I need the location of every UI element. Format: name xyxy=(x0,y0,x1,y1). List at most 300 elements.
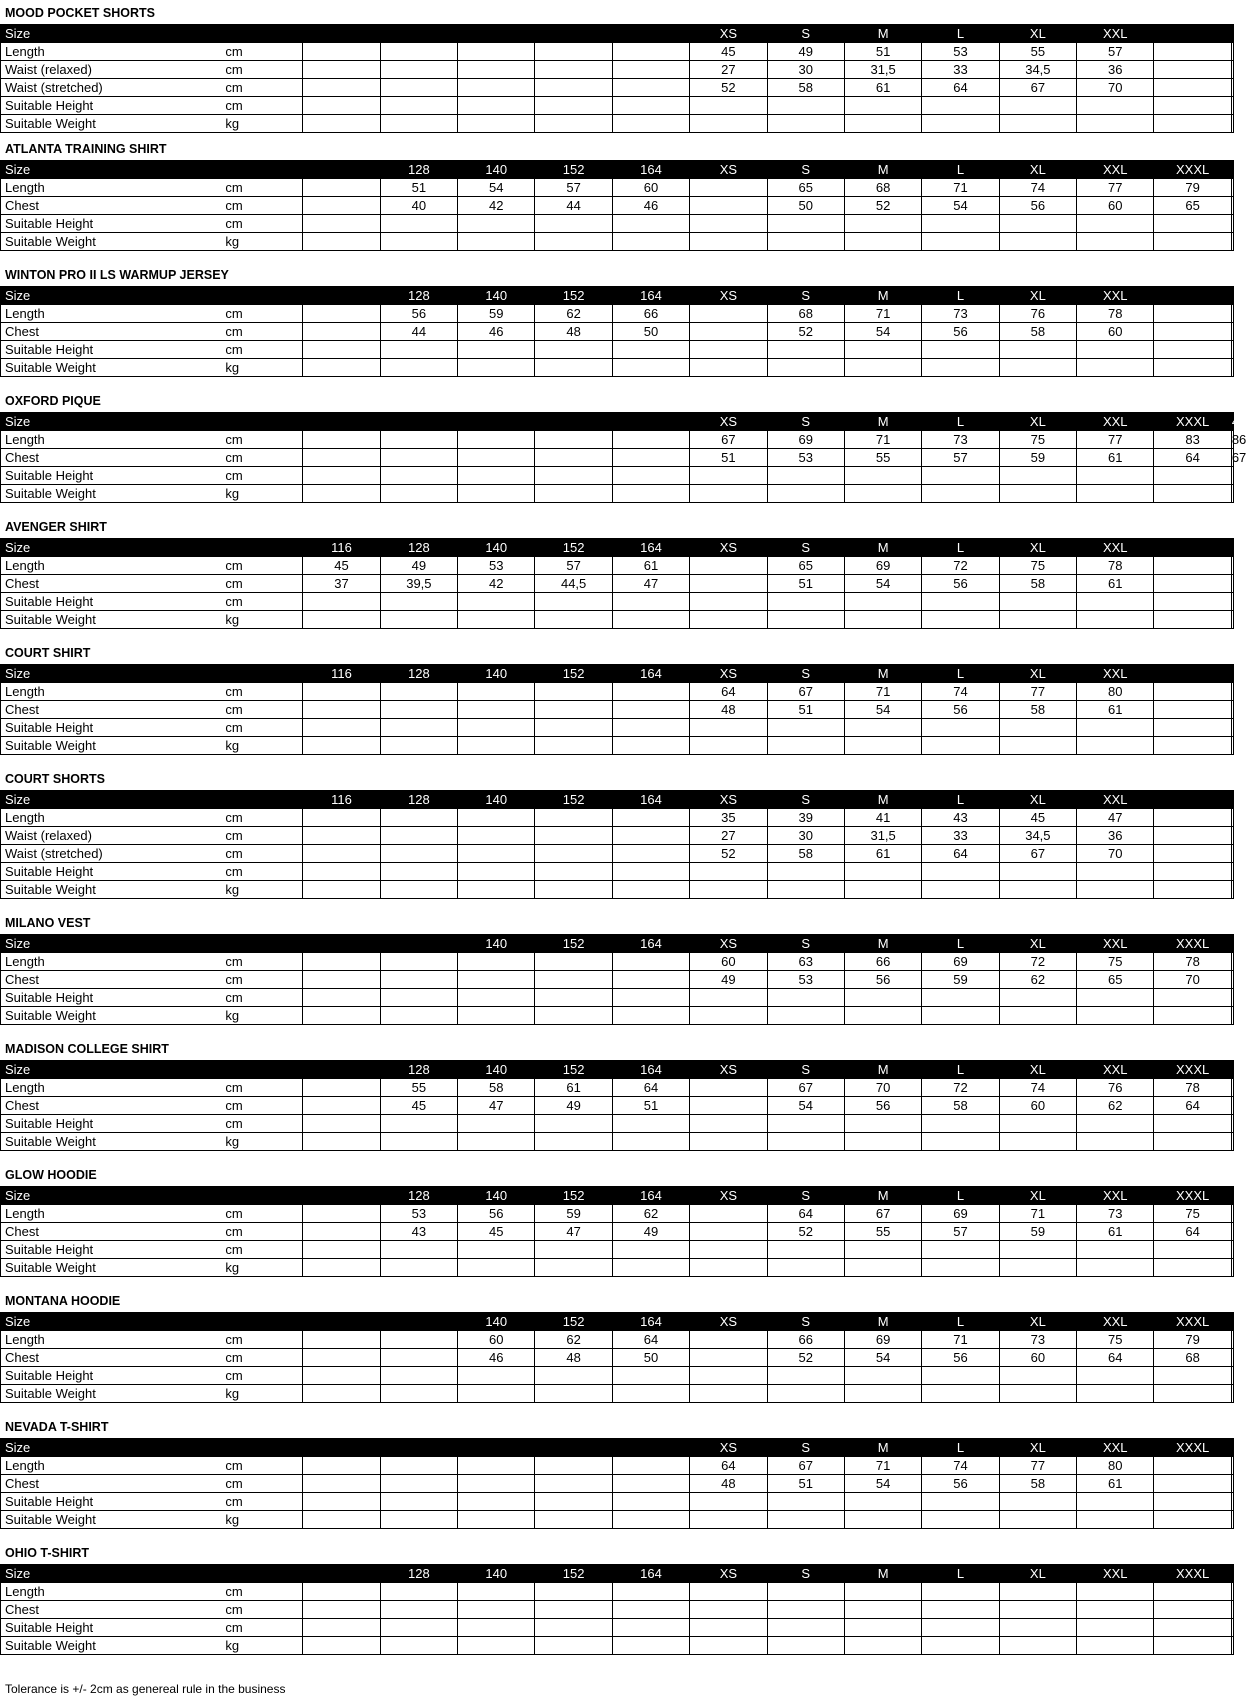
size-table xyxy=(0,1186,1234,1277)
size-header-cell: 152 xyxy=(535,1061,612,1079)
measurement-value: 60 xyxy=(612,179,689,197)
measurement-value xyxy=(1154,989,1231,1007)
measurement-value: 46 xyxy=(458,323,535,341)
measurement-value: 61 xyxy=(1077,449,1154,467)
measurement-value xyxy=(612,97,689,115)
measurement-value xyxy=(844,1493,921,1511)
size-header-cell: XL xyxy=(999,1565,1076,1583)
measurement-value xyxy=(535,845,612,863)
size-table xyxy=(0,160,1234,251)
measurement-value xyxy=(1231,233,1233,251)
measurement-unit: kg xyxy=(225,115,302,133)
measurement-value xyxy=(303,737,380,755)
size-header-cell: XXXL xyxy=(1154,413,1231,431)
measurement-value xyxy=(844,881,921,899)
measurement-value: 34,5 xyxy=(999,61,1076,79)
measurement-value xyxy=(458,1133,535,1151)
measurement-value xyxy=(612,827,689,845)
size-header-cell xyxy=(1231,935,1233,953)
measurement-value xyxy=(1231,1583,1233,1601)
size-header-cell: L xyxy=(922,1061,999,1079)
measurement-value xyxy=(380,1241,457,1259)
measurement-value xyxy=(1231,1637,1233,1655)
measurement-value xyxy=(612,233,689,251)
measurement-value: 75 xyxy=(1077,953,1154,971)
measurement-value xyxy=(844,485,921,503)
measurement-value: 45 xyxy=(303,557,380,575)
measurement-value: 74 xyxy=(922,1457,999,1475)
measurement-value xyxy=(1154,1367,1231,1385)
measurement-value xyxy=(458,431,535,449)
measurement-value: 57 xyxy=(922,1223,999,1241)
measurement-value xyxy=(922,1367,999,1385)
measurement-value xyxy=(767,1385,844,1403)
measurement-value xyxy=(690,1367,767,1385)
measurement-value xyxy=(1231,1079,1233,1097)
measurement-value: 72 xyxy=(922,1079,999,1097)
size-header-cell: M xyxy=(844,287,921,305)
measurement-value xyxy=(1154,1259,1231,1277)
size-header-cell xyxy=(1231,1565,1233,1583)
measurement-row xyxy=(1,863,1234,881)
measurement-value xyxy=(844,233,921,251)
measurement-label: Chest xyxy=(1,1601,226,1619)
measurement-value xyxy=(767,611,844,629)
measurement-value xyxy=(380,449,457,467)
measurement-value xyxy=(1154,1115,1231,1133)
measurement-value: 52 xyxy=(844,197,921,215)
measurement-value xyxy=(999,1637,1076,1655)
measurement-label: Length xyxy=(1,305,226,323)
measurement-row xyxy=(1,1133,1234,1151)
measurement-value xyxy=(922,1637,999,1655)
measurement-value xyxy=(1231,341,1233,359)
measurement-value xyxy=(922,1241,999,1259)
measurement-value: 69 xyxy=(922,953,999,971)
measurement-value xyxy=(767,1115,844,1133)
measurement-value xyxy=(690,1097,767,1115)
measurement-value xyxy=(458,97,535,115)
size-header-cell xyxy=(1231,287,1233,305)
measurement-value: 57 xyxy=(1077,43,1154,61)
measurement-value xyxy=(1077,341,1154,359)
measurement-value xyxy=(612,1583,689,1601)
measurement-value xyxy=(922,359,999,377)
measurement-label: Length xyxy=(1,557,226,575)
measurement-value: 67 xyxy=(999,79,1076,97)
measurement-label: Suitable Height xyxy=(1,863,226,881)
measurement-unit: cm xyxy=(225,719,302,737)
measurement-value xyxy=(1231,179,1233,197)
measurement-unit: kg xyxy=(225,233,302,251)
measurement-value xyxy=(690,1637,767,1655)
measurement-value xyxy=(380,1583,457,1601)
size-header-cell: XXL xyxy=(1077,25,1154,43)
measurement-value xyxy=(303,1007,380,1025)
measurement-value: 71 xyxy=(922,179,999,197)
measurement-value xyxy=(303,233,380,251)
measurement-value xyxy=(380,1457,457,1475)
measurement-value xyxy=(458,1493,535,1511)
size-header-cell: XXL xyxy=(1077,665,1154,683)
measurement-value xyxy=(1077,233,1154,251)
size-header-cell xyxy=(303,161,380,179)
measurement-unit: cm xyxy=(225,575,302,593)
measurement-row xyxy=(1,1115,1234,1133)
measurement-unit: cm xyxy=(225,467,302,485)
size-header-cell: XS xyxy=(690,935,767,953)
size-header-cell: 140 xyxy=(458,935,535,953)
measurement-value xyxy=(380,827,457,845)
measurement-value xyxy=(844,1619,921,1637)
measurement-value: 56 xyxy=(999,197,1076,215)
measurement-value xyxy=(1231,1007,1233,1025)
measurement-value xyxy=(690,359,767,377)
measurement-value xyxy=(458,79,535,97)
measurement-value: 30 xyxy=(767,827,844,845)
measurement-value: 52 xyxy=(767,1349,844,1367)
measurement-value xyxy=(999,1601,1076,1619)
measurement-value xyxy=(999,611,1076,629)
measurement-unit: cm xyxy=(225,43,302,61)
measurement-value xyxy=(767,215,844,233)
measurement-value: 76 xyxy=(1077,1079,1154,1097)
measurement-value xyxy=(922,485,999,503)
measurement-value xyxy=(303,115,380,133)
measurement-row xyxy=(1,1601,1234,1619)
measurement-value xyxy=(1077,97,1154,115)
measurement-value: 64 xyxy=(922,79,999,97)
size-header-row xyxy=(1,413,1234,431)
measurement-value xyxy=(1154,1583,1231,1601)
measurement-value xyxy=(922,97,999,115)
measurement-value: 47 xyxy=(458,1097,535,1115)
measurement-unit: cm xyxy=(225,593,302,611)
measurement-value xyxy=(1154,1493,1231,1511)
measurement-row xyxy=(1,431,1234,449)
measurement-value: 51 xyxy=(612,1097,689,1115)
measurement-value xyxy=(380,1331,457,1349)
measurement-unit: cm xyxy=(225,197,302,215)
measurement-value xyxy=(458,611,535,629)
measurement-row xyxy=(1,683,1234,701)
measurement-value xyxy=(690,341,767,359)
measurement-value xyxy=(303,1475,380,1493)
measurement-value: 54 xyxy=(844,701,921,719)
measurement-value xyxy=(922,1259,999,1277)
size-header-cell: XXXL xyxy=(1154,1187,1231,1205)
measurement-label: Chest xyxy=(1,1223,226,1241)
size-header-cell: 152 xyxy=(535,1187,612,1205)
measurement-value xyxy=(1077,1493,1154,1511)
measurement-value: 47 xyxy=(1077,809,1154,827)
measurement-value: 47 xyxy=(612,575,689,593)
measurement-unit: cm xyxy=(225,971,302,989)
size-header-cell: XS xyxy=(690,1313,767,1331)
measurement-value xyxy=(690,1007,767,1025)
measurement-unit: cm xyxy=(225,827,302,845)
measurement-value xyxy=(380,1259,457,1277)
measurement-value xyxy=(380,989,457,1007)
measurement-value xyxy=(1231,1457,1233,1475)
size-header-cell: L xyxy=(922,1187,999,1205)
measurement-value xyxy=(535,593,612,611)
measurement-value xyxy=(999,467,1076,485)
measurement-value xyxy=(999,863,1076,881)
measurement-value xyxy=(767,485,844,503)
measurement-value xyxy=(690,1223,767,1241)
measurement-value xyxy=(303,701,380,719)
measurement-value: 60 xyxy=(690,953,767,971)
measurement-label: Suitable Weight xyxy=(1,233,226,251)
size-header-cell: 128 xyxy=(380,161,457,179)
measurement-row xyxy=(1,1583,1234,1601)
measurement-unit: cm xyxy=(225,179,302,197)
measurement-value: 65 xyxy=(1154,197,1231,215)
measurement-value xyxy=(458,359,535,377)
product-title: WINTON PRO II LS WARMUP JERSEY xyxy=(5,268,229,282)
measurement-value xyxy=(1154,611,1231,629)
measurement-label: Suitable Weight xyxy=(1,485,226,503)
size-header-cell: XS xyxy=(690,1187,767,1205)
measurement-label: Suitable Weight xyxy=(1,1259,226,1277)
measurement-value xyxy=(690,1583,767,1601)
measurement-value xyxy=(303,323,380,341)
measurement-value: 52 xyxy=(767,323,844,341)
measurement-label: Suitable Height xyxy=(1,1241,226,1259)
measurement-value xyxy=(458,701,535,719)
size-header-row xyxy=(1,1565,1234,1583)
measurement-value xyxy=(1231,43,1233,61)
measurement-row xyxy=(1,1079,1234,1097)
size-header-cell: XS xyxy=(690,413,767,431)
measurement-value: 69 xyxy=(844,557,921,575)
size-header-cell: XXL xyxy=(1077,1061,1154,1079)
measurement-row xyxy=(1,1007,1234,1025)
measurement-value xyxy=(922,1511,999,1529)
measurement-value xyxy=(844,611,921,629)
measurement-row xyxy=(1,1241,1234,1259)
measurement-row xyxy=(1,179,1234,197)
measurement-value xyxy=(922,1115,999,1133)
measurement-value: 53 xyxy=(380,1205,457,1223)
measurement-value xyxy=(458,485,535,503)
measurement-value xyxy=(612,953,689,971)
measurement-value xyxy=(922,115,999,133)
measurement-value xyxy=(380,233,457,251)
measurement-row xyxy=(1,701,1234,719)
size-header-cell xyxy=(303,935,380,953)
size-table xyxy=(0,790,1234,899)
measurement-value: 45 xyxy=(380,1097,457,1115)
measurement-value: 62 xyxy=(535,1331,612,1349)
measurement-value xyxy=(303,1511,380,1529)
size-header-cell: XXL xyxy=(1077,161,1154,179)
measurement-value xyxy=(844,467,921,485)
measurement-value xyxy=(535,971,612,989)
size-header-cell: 152 xyxy=(535,1313,612,1331)
measurement-value: 60 xyxy=(458,1331,535,1349)
measurement-value: 78 xyxy=(1077,305,1154,323)
measurement-row xyxy=(1,1457,1234,1475)
size-header-cell: XS xyxy=(690,161,767,179)
measurement-value xyxy=(999,215,1076,233)
measurement-value xyxy=(999,719,1076,737)
measurement-value xyxy=(690,1259,767,1277)
measurement-value xyxy=(1154,359,1231,377)
size-row-label: Size xyxy=(1,1187,303,1205)
measurement-value xyxy=(612,79,689,97)
measurement-value xyxy=(612,485,689,503)
size-header-cell: XXL xyxy=(1077,1439,1154,1457)
measurement-value: 77 xyxy=(999,1457,1076,1475)
measurement-value xyxy=(303,359,380,377)
measurement-value: 83 xyxy=(1154,431,1231,449)
measurement-label: Suitable Weight xyxy=(1,1511,226,1529)
measurement-value xyxy=(1231,1619,1233,1637)
measurement-value xyxy=(458,1367,535,1385)
measurement-value xyxy=(535,719,612,737)
measurement-value xyxy=(922,881,999,899)
measurement-unit: cm xyxy=(225,449,302,467)
measurement-row xyxy=(1,593,1234,611)
measurement-value: 61 xyxy=(1077,575,1154,593)
measurement-value: 60 xyxy=(999,1097,1076,1115)
measurement-value xyxy=(690,737,767,755)
measurement-value xyxy=(690,1079,767,1097)
measurement-value: 59 xyxy=(458,305,535,323)
size-header-cell xyxy=(612,413,689,431)
measurement-label: Chest xyxy=(1,449,226,467)
measurement-value xyxy=(612,737,689,755)
measurement-value xyxy=(303,1493,380,1511)
measurement-value xyxy=(303,1385,380,1403)
measurement-value xyxy=(922,1493,999,1511)
measurement-value xyxy=(922,611,999,629)
measurement-value xyxy=(690,197,767,215)
measurement-value: 56 xyxy=(844,971,921,989)
measurement-value xyxy=(999,359,1076,377)
measurement-value xyxy=(612,43,689,61)
measurement-value xyxy=(458,953,535,971)
measurement-value xyxy=(303,593,380,611)
size-header-cell: M xyxy=(844,1313,921,1331)
measurement-value xyxy=(380,359,457,377)
measurement-value xyxy=(612,719,689,737)
size-header-cell: 116 xyxy=(303,665,380,683)
measurement-unit: cm xyxy=(225,557,302,575)
size-header-cell: S xyxy=(767,539,844,557)
measurement-value: 57 xyxy=(922,449,999,467)
measurement-value xyxy=(303,431,380,449)
size-header-row xyxy=(1,1439,1234,1457)
measurement-value: 67 xyxy=(767,1079,844,1097)
measurement-label: Chest xyxy=(1,1349,226,1367)
measurement-value xyxy=(380,79,457,97)
size-header-cell: 128 xyxy=(380,791,457,809)
measurement-value: 36 xyxy=(1077,827,1154,845)
measurement-value xyxy=(458,593,535,611)
size-header-cell: 140 xyxy=(458,161,535,179)
measurement-value xyxy=(922,863,999,881)
measurement-value xyxy=(303,215,380,233)
measurement-value xyxy=(1154,737,1231,755)
measurement-value xyxy=(1231,611,1233,629)
measurement-value: 64 xyxy=(1154,449,1231,467)
measurement-value: 53 xyxy=(767,449,844,467)
measurement-value xyxy=(844,1385,921,1403)
size-header-cell: L xyxy=(922,287,999,305)
measurement-value xyxy=(1077,485,1154,503)
measurement-value xyxy=(303,1223,380,1241)
measurement-value xyxy=(1154,1007,1231,1025)
size-header-cell: 152 xyxy=(535,665,612,683)
measurement-value xyxy=(380,341,457,359)
size-header-row xyxy=(1,287,1234,305)
measurement-unit: cm xyxy=(225,863,302,881)
measurement-value xyxy=(767,1367,844,1385)
measurement-value xyxy=(380,971,457,989)
measurement-value xyxy=(1154,61,1231,79)
size-header-cell: XL xyxy=(999,935,1076,953)
measurement-value: 60 xyxy=(1077,197,1154,215)
measurement-value xyxy=(922,989,999,1007)
measurement-value xyxy=(922,719,999,737)
measurement-value xyxy=(612,1007,689,1025)
measurement-unit: kg xyxy=(225,1385,302,1403)
size-header-cell xyxy=(380,1439,457,1457)
measurement-unit: kg xyxy=(225,1007,302,1025)
measurement-value xyxy=(535,611,612,629)
measurement-value xyxy=(1077,1241,1154,1259)
measurement-value xyxy=(380,1493,457,1511)
measurement-value xyxy=(1154,1511,1231,1529)
measurement-value: 48 xyxy=(535,323,612,341)
measurement-value: 44,5 xyxy=(535,575,612,593)
measurement-value xyxy=(380,43,457,61)
measurement-value xyxy=(1077,1385,1154,1403)
size-table xyxy=(0,664,1234,755)
measurement-row xyxy=(1,809,1234,827)
size-header-cell: 140 xyxy=(458,539,535,557)
size-header-cell: M xyxy=(844,665,921,683)
measurement-label: Suitable Height xyxy=(1,719,226,737)
measurement-unit: cm xyxy=(225,61,302,79)
measurement-value xyxy=(1154,1457,1231,1475)
measurement-value xyxy=(458,827,535,845)
size-header-cell xyxy=(1231,1061,1233,1079)
measurement-value xyxy=(612,1385,689,1403)
measurement-value: 67 xyxy=(767,683,844,701)
measurement-value xyxy=(303,1457,380,1475)
measurement-value: 33 xyxy=(922,827,999,845)
size-header-cell xyxy=(1231,539,1233,557)
measurement-value xyxy=(380,61,457,79)
size-header-cell: S xyxy=(767,1313,844,1331)
measurement-value xyxy=(1231,1331,1233,1349)
measurement-label: Length xyxy=(1,1079,226,1097)
size-header-cell xyxy=(1231,1439,1233,1457)
measurement-value xyxy=(303,197,380,215)
measurement-value: 77 xyxy=(1077,431,1154,449)
size-header-cell xyxy=(303,1061,380,1079)
measurement-value xyxy=(922,233,999,251)
measurement-label: Suitable Weight xyxy=(1,1637,226,1655)
measurement-unit: kg xyxy=(225,881,302,899)
size-header-cell: 128 xyxy=(380,665,457,683)
measurement-unit: cm xyxy=(225,953,302,971)
measurement-value xyxy=(1154,215,1231,233)
